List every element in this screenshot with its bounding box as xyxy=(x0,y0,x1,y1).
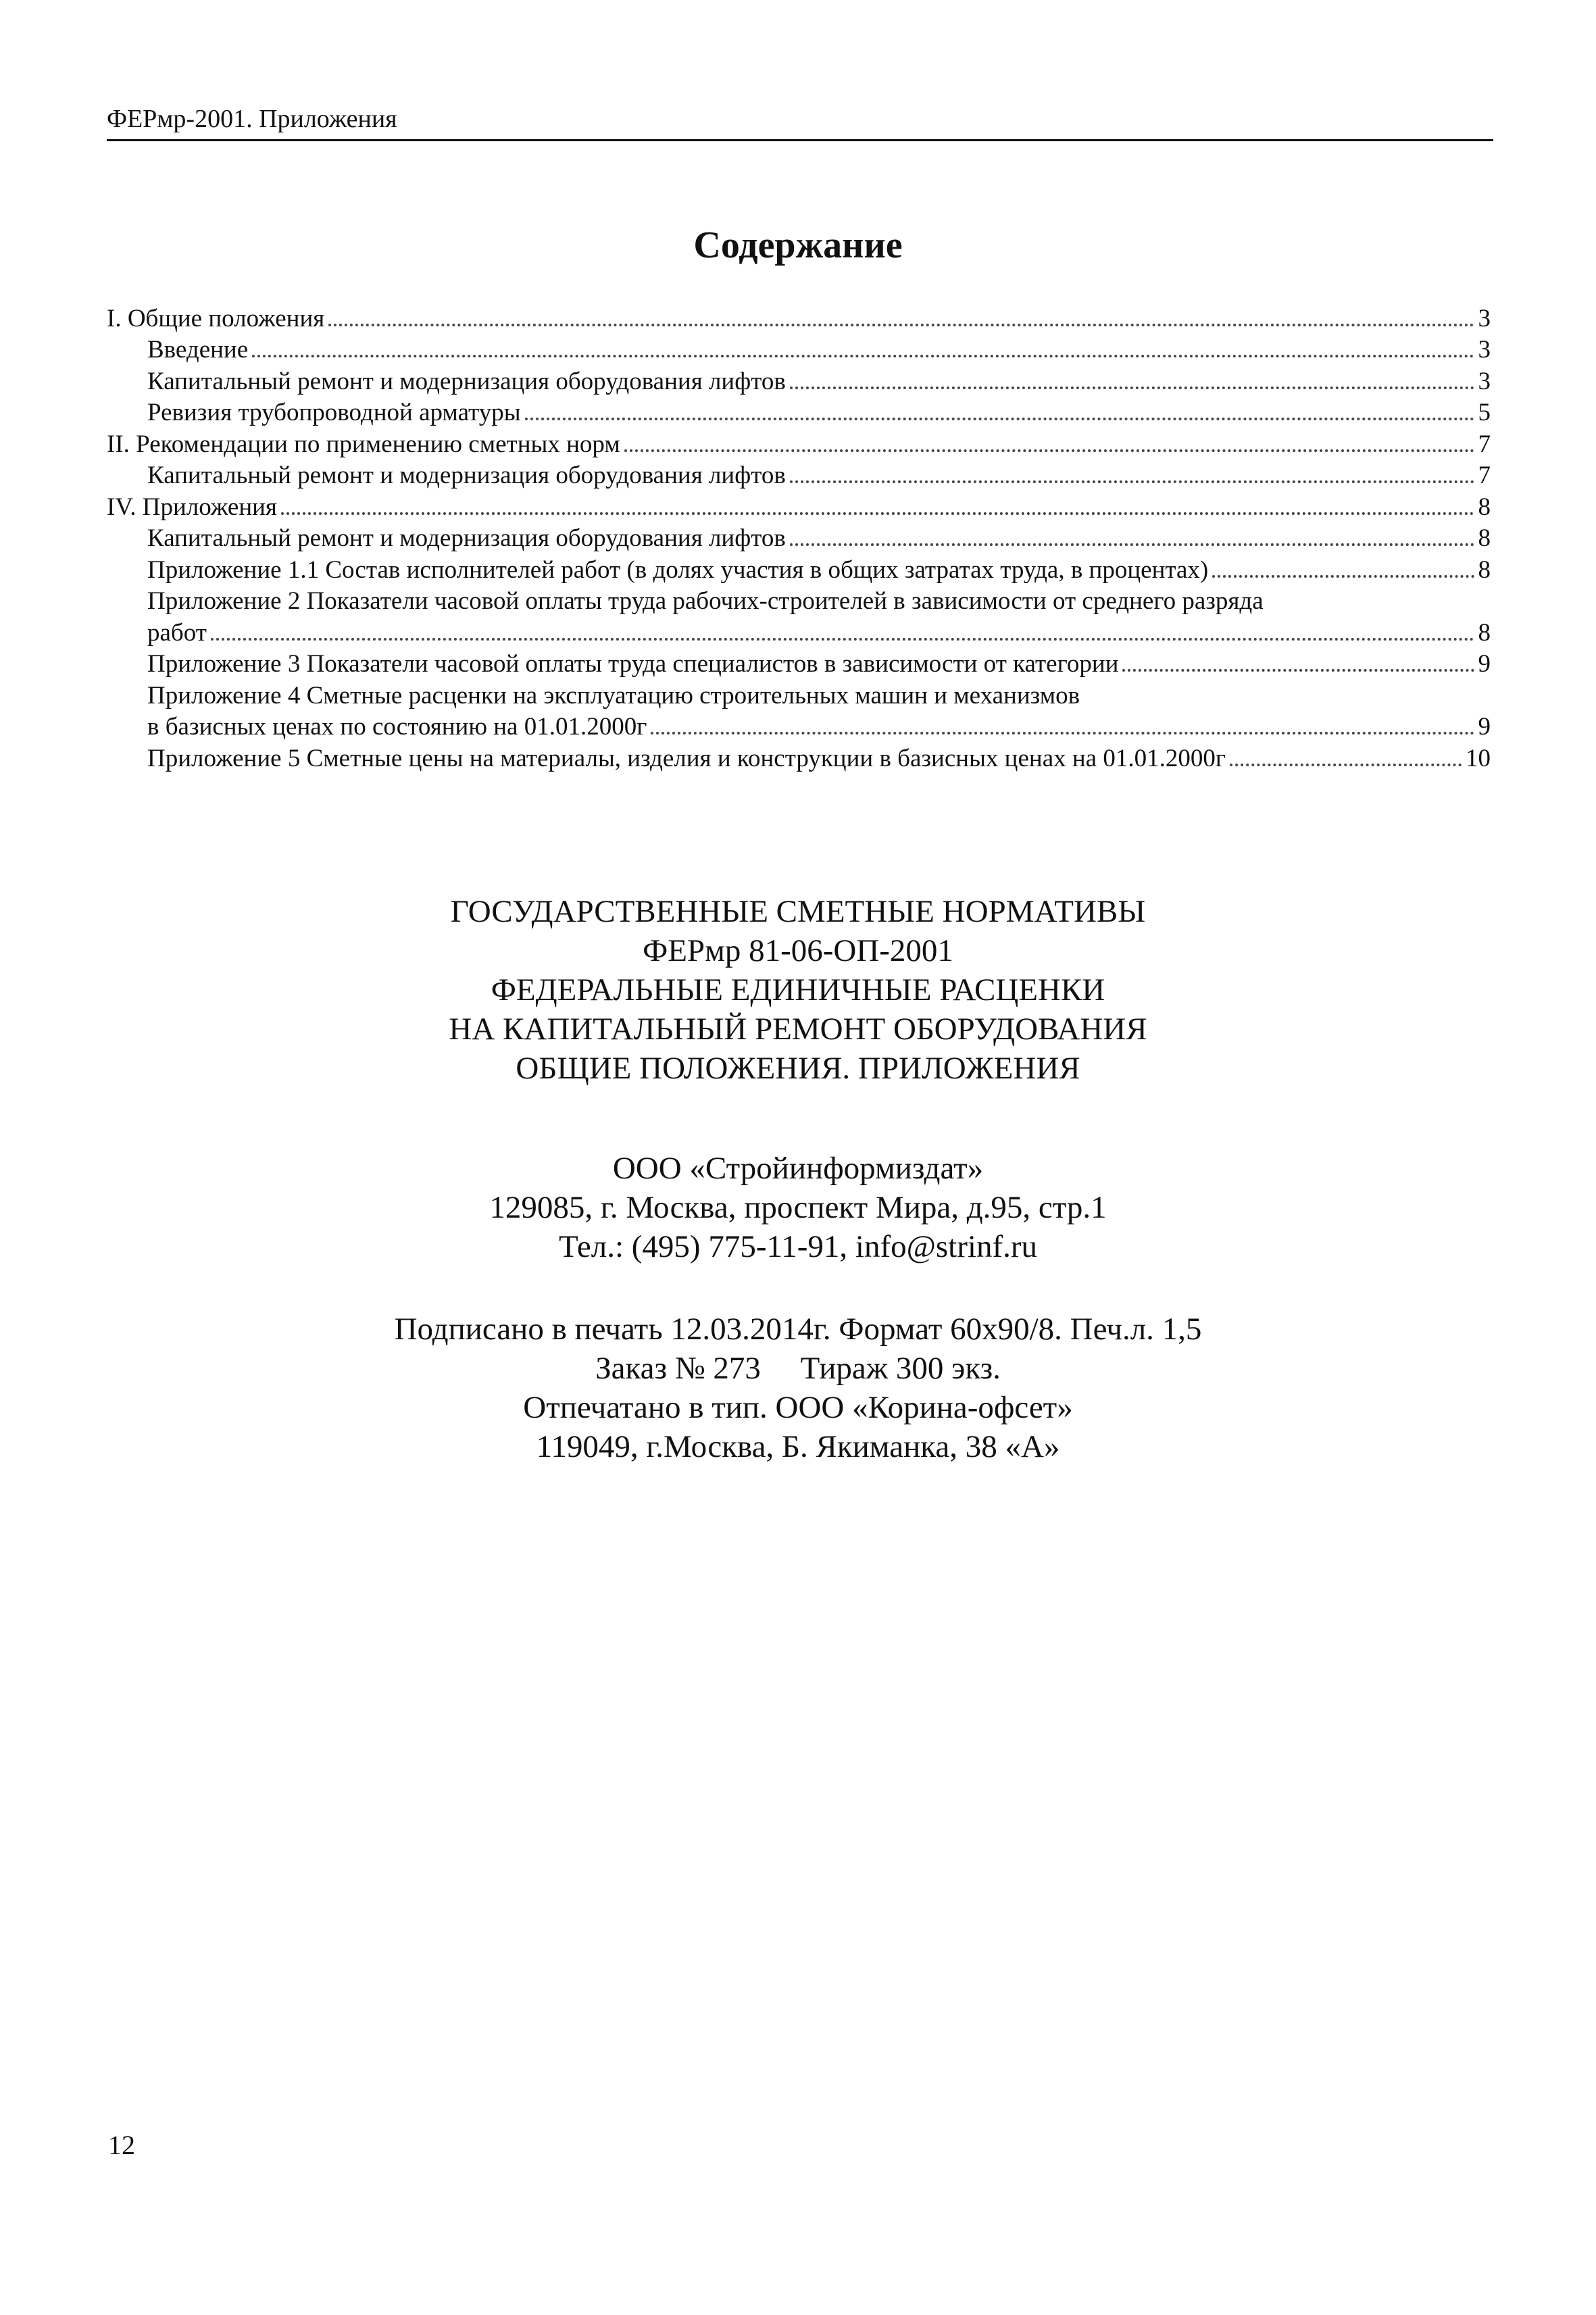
page-number: 12 xyxy=(108,2130,135,2160)
toc-entry-first-line[interactable] xyxy=(107,678,1491,710)
toc-entry[interactable] xyxy=(107,333,1491,365)
toc-leader-dots xyxy=(790,543,1474,546)
toc-entry[interactable] xyxy=(107,741,1491,773)
toc-entry-label: Приложение 3 Показатели часовой оплаты труда специалистов в зависимости от категории xyxy=(147,650,1119,678)
toc-entry-first-line[interactable] xyxy=(107,584,1491,616)
toc-entry-label: Капитальный ремонт и модернизация оборудования лифтов xyxy=(147,462,786,489)
toc-entry-page: 9 xyxy=(1478,650,1491,678)
toc-leader-dots xyxy=(790,480,1474,483)
toc-entry-label: IV. Приложения xyxy=(107,493,277,521)
title-line: НА КАПИТАЛЬНЫЙ РЕМОНТ ОБОРУДОВАНИЯ xyxy=(449,1012,1147,1047)
document-title-block xyxy=(0,892,1596,1088)
toc-leader-dots xyxy=(281,512,1474,515)
toc-entry-page: 5 xyxy=(1478,399,1491,426)
toc-leader-dots xyxy=(525,418,1474,420)
toc-entry-label: Приложение 4 Сметные расценки на эксплуатацию строительных машин и механизмов xyxy=(147,681,1080,710)
toc-entry-page: 10 xyxy=(1466,744,1491,772)
header-rule xyxy=(107,139,1493,141)
title-line: ГОСУДАРСТВЕННЫЕ СМЕТНЫЕ НОРМАТИВЫ xyxy=(450,894,1146,929)
toc-entry-page: 8 xyxy=(1478,555,1491,584)
toc-entry[interactable] xyxy=(107,522,1491,553)
publisher-address: 129085, г. Москва, проспект Мира, д.95, стр.1 xyxy=(489,1190,1107,1225)
print-info-block xyxy=(0,1310,1596,1466)
toc-entry-label: Капитальный ремонт и модернизация оборудования лифтов xyxy=(147,524,786,552)
toc-entry-label: I. Общие положения xyxy=(107,304,325,332)
print-info-line: Отпечатано в тип. ООО «Корина-офсет» xyxy=(523,1390,1073,1425)
print-info-line: 119049, г.Москва, Б. Якиманка, 38 «А» xyxy=(536,1429,1060,1464)
toc-entry-label-continued: в базисных ценах по состоянию на 01.01.2000г xyxy=(147,713,647,741)
running-header: ФЕРмр-2001. Приложения xyxy=(107,105,397,133)
title-line: ФЕДЕРАЛЬНЫЕ ЕДИНИЧНЫЕ РАСЦЕНКИ xyxy=(491,972,1105,1007)
publisher-block xyxy=(0,1149,1596,1266)
toc-entry-page: 8 xyxy=(1478,524,1491,552)
toc-entry-label: Приложение 2 Показатели часовой оплаты труда рабочих-строителей в зависимости от среднего разряда xyxy=(147,587,1264,615)
toc-leader-dots xyxy=(328,324,1474,326)
toc-leader-dots xyxy=(624,449,1474,452)
publisher-name: ООО «Стройинформиздат» xyxy=(612,1151,984,1186)
toc-entry[interactable] xyxy=(107,427,1491,459)
toc-entry-label: II. Рекомендации по применению сметных норм xyxy=(107,430,620,458)
toc-entry-page: 8 xyxy=(1478,618,1491,647)
publisher-contacts: Тел.: (495) 775-11-91, info@strinf.ru xyxy=(558,1229,1037,1264)
table-of-contents xyxy=(107,301,1491,773)
toc-entry-page: 7 xyxy=(1478,430,1491,458)
toc-entry-label: Капитальный ремонт и модернизация оборудования лифтов xyxy=(147,367,786,395)
toc-entry-page: 3 xyxy=(1478,304,1491,332)
toc-entry-page: 7 xyxy=(1478,462,1491,489)
toc-leader-dots xyxy=(211,638,1474,641)
toc-entry[interactable] xyxy=(107,553,1491,584)
toc-entry-label: Приложение 1.1 Состав исполнителей работ (в долях участия в общих затратах труда, в процентах) xyxy=(147,555,1209,584)
toc-entry-page: 3 xyxy=(1478,367,1491,395)
toc-leader-dots xyxy=(1212,575,1474,578)
toc-leader-dots xyxy=(651,732,1474,735)
toc-entry-label: Приложение 5 Сметные цены на материалы, изделия и конструкции в базисных ценах на 01.01.2000г xyxy=(147,744,1226,772)
toc-entry-label: Введение xyxy=(147,336,249,364)
toc-entry[interactable] xyxy=(107,301,1491,333)
toc-leader-dots xyxy=(1230,764,1462,766)
toc-entry-label-continued: работ xyxy=(147,618,207,647)
print-info-line: Подписано в печать 12.03.2014г. Формат 60x90/8. Печ.л. 1,5 xyxy=(394,1312,1202,1347)
toc-entry[interactable] xyxy=(107,647,1491,679)
toc-entry[interactable] xyxy=(107,616,1491,647)
toc-entry-page: 3 xyxy=(1478,336,1491,364)
toc-entry[interactable] xyxy=(107,459,1491,491)
toc-leader-dots xyxy=(790,387,1474,389)
toc-entry[interactable] xyxy=(107,710,1491,742)
toc-entry[interactable] xyxy=(107,364,1491,396)
toc-entry-page: 8 xyxy=(1478,493,1491,521)
toc-entry-page: 9 xyxy=(1478,713,1491,741)
print-info-line: Заказ № 273 Тираж 300 экз. xyxy=(595,1351,1001,1386)
title-line: ОБЩИЕ ПОЛОЖЕНИЯ. ПРИЛОЖЕНИЯ xyxy=(516,1051,1080,1086)
title-line: ФЕРмр 81-06-ОП-2001 xyxy=(643,933,953,968)
toc-leader-dots xyxy=(1122,669,1474,672)
toc-entry[interactable] xyxy=(107,396,1491,428)
toc-entry-label: Ревизия трубопроводной арматуры xyxy=(147,399,521,426)
toc-leader-dots xyxy=(252,355,1474,357)
toc-entry[interactable] xyxy=(107,490,1491,522)
toc-title: Содержание xyxy=(693,224,903,266)
